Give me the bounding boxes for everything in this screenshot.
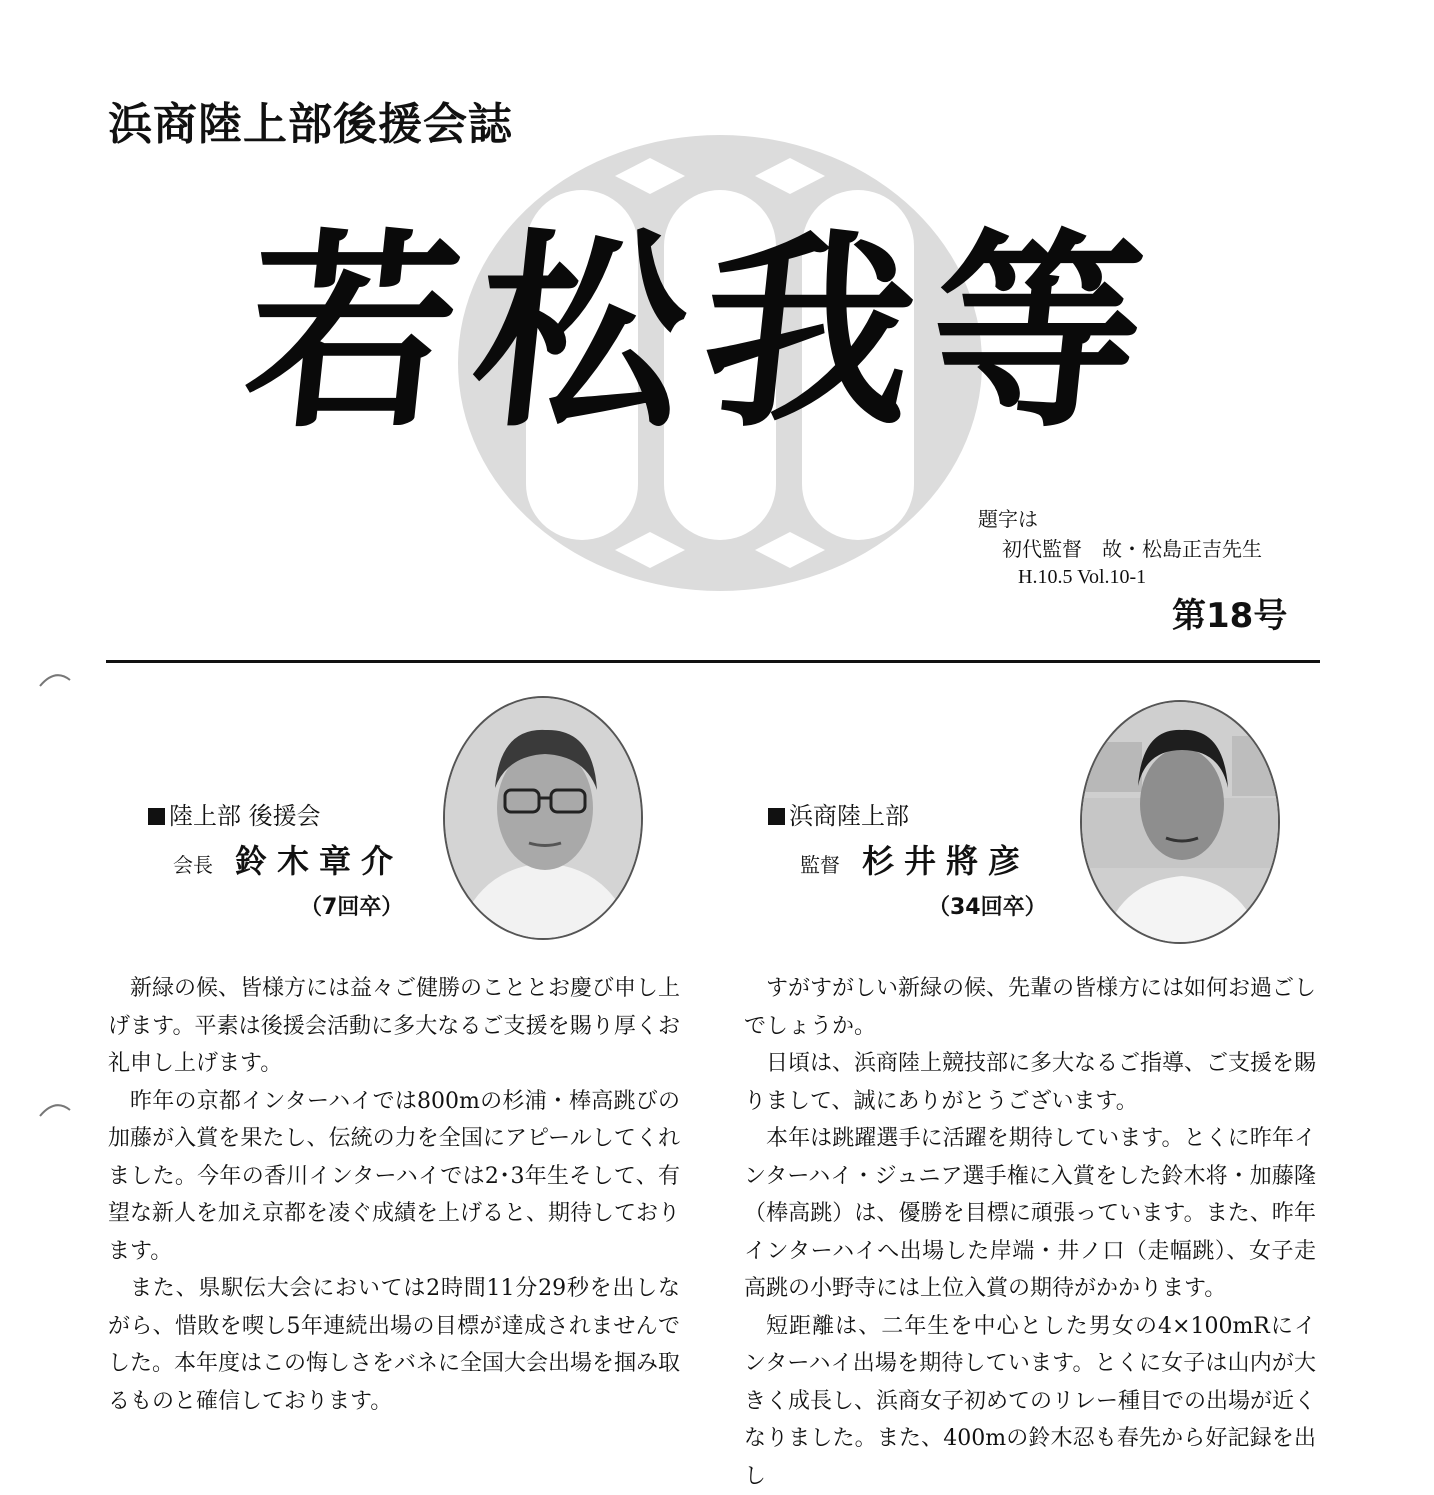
left-profile-name: 鈴木章介 — [235, 842, 403, 880]
right-profile-role: 浜商陸上部 — [768, 796, 909, 831]
right-profile-rank: 監督 — [800, 853, 840, 877]
right-profile-graduation: （34回卒） — [928, 890, 1047, 921]
volume-label: H.10.5 Vol.10-1 — [1018, 566, 1146, 589]
left-article-column — [108, 970, 680, 1420]
right-profile-name: 杉井將彦 — [862, 842, 1030, 880]
square-bullet-icon — [768, 808, 785, 825]
calligraphy-note-line2: 初代監督 故・松島正吉先生 — [978, 534, 1262, 564]
left-profile-nameline — [173, 836, 403, 882]
calligraphy-note-line1: 題字は — [978, 507, 1038, 531]
left-profile-role: 陸上部 後援会 — [148, 796, 321, 831]
calligraphy-note — [978, 504, 1262, 564]
article-paragraph: 日頃は、浜商陸上競技部に多大なるご指導、ご支援を賜りまして、誠にありがとうございます。 — [744, 1045, 1316, 1120]
left-profile-graduation: （7回卒） — [300, 890, 403, 921]
article-paragraph: すがすがしい新緑の候、先輩の皆様方には如何お過ごしでしょうか。 — [744, 970, 1316, 1045]
person-portrait-icon — [445, 698, 643, 940]
org-title: 浜商陸上部後援会誌 — [108, 88, 513, 152]
punch-hole-icon — [36, 666, 74, 690]
article-paragraph: 新緑の候、皆様方には益々ご健勝のこととお慶び申し上げます。平素は後援会活動に多大なるご支援を賜り厚くお礼申し上げます。 — [108, 970, 680, 1083]
main-title: 若松我等 — [237, 228, 1199, 438]
article-paragraph: また、県駅伝大会においては2時間11分29秒を出しながら、惜敗を喫し5年連続出場の目標が達成されませんでした。本年度はこの悔しさをバネに全国大会出場を掴み取るものと確信しております。 — [108, 1270, 680, 1420]
punch-hole-icon — [36, 1096, 74, 1120]
right-article-column — [744, 970, 1316, 1495]
article-paragraph: 本年は跳躍選手に活躍を期待しています。とくに昨年インターハイ・ジュニア選手権に入賞をした鈴木将・加藤隆（棒高跳）は、優勝を目標に頑張っています。また、昨年インターハイへ出場した岸端・井ノ口（走幅跳）、女子走高跳の小野寺には上位入賞の期待がかかります。 — [744, 1120, 1316, 1308]
header-divider — [106, 660, 1320, 663]
article-paragraph: 短距離は、二年生を中心とした男女の4×100mRにインターハイ出場を期待しています。とくに女子は山内が大きく成長し、浜商女子初めてのリレー種目での出場が近くなりました。また、400mの鈴木忍も春先から好記録を出し — [744, 1308, 1316, 1495]
issue-number: 第18号 — [1172, 588, 1287, 637]
left-portrait-photo — [443, 696, 643, 940]
right-portrait-photo — [1080, 700, 1280, 944]
left-profile-rank: 会長 — [173, 853, 213, 877]
article-paragraph: 昨年の京都インターハイでは800mの杉浦・棒高跳びの加藤が入賞を果たし、伝統の力を全国にアピールしてくれました。今年の香川インターハイでは2･3年生そして、有望な新人を加え京都を凌ぐ成績を上げると、期待しております。 — [108, 1083, 680, 1271]
square-bullet-icon — [148, 808, 165, 825]
right-profile-nameline — [800, 836, 1030, 882]
person-portrait-icon — [1082, 702, 1280, 944]
